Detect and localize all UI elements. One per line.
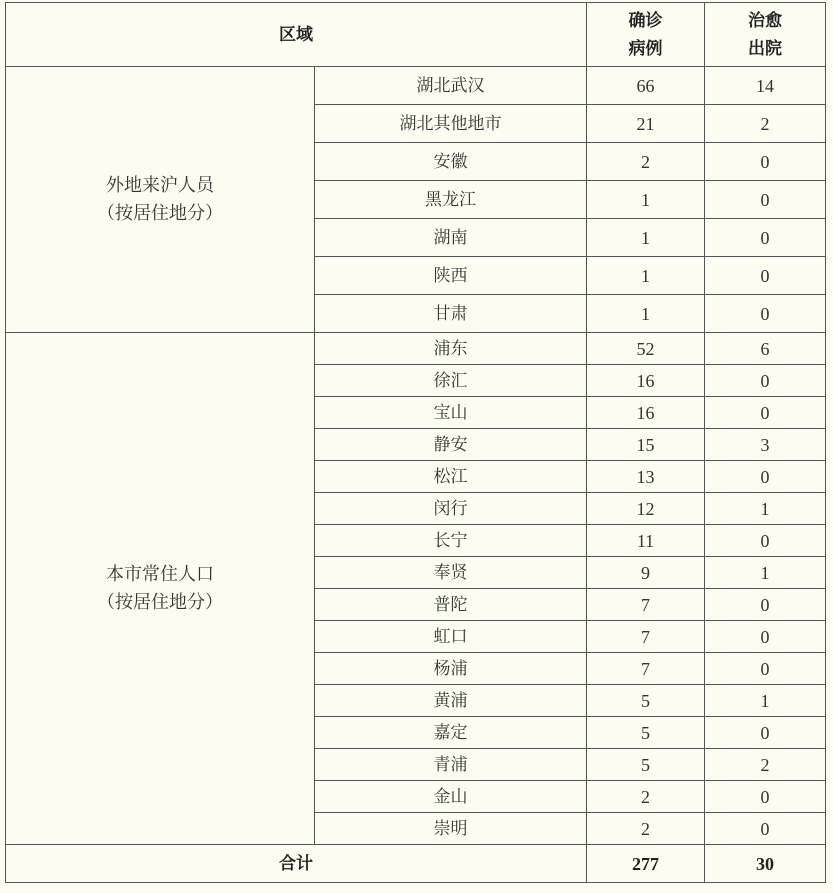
region-cell: 杨浦	[315, 653, 587, 685]
header-recovered	[705, 3, 826, 67]
case-statistics-table	[5, 2, 826, 883]
recovered-cell: 1	[705, 557, 826, 589]
confirmed-cell: 15	[587, 429, 705, 461]
recovered-cell: 0	[705, 257, 826, 295]
region-cell: 湖北武汉	[315, 67, 587, 105]
region-cell: 静安	[315, 429, 587, 461]
header-recovered-line1: 治愈	[748, 10, 782, 31]
confirmed-cell: 21	[587, 105, 705, 143]
confirmed-cell: 7	[587, 589, 705, 621]
confirmed-cell: 12	[587, 493, 705, 525]
confirmed-cell: 1	[587, 257, 705, 295]
table-row	[6, 333, 826, 365]
region-cell: 长宁	[315, 525, 587, 557]
confirmed-cell: 16	[587, 365, 705, 397]
confirmed-cell: 66	[587, 67, 705, 105]
header-confirmed-line2: 病例	[628, 38, 663, 59]
recovered-cell: 14	[705, 67, 826, 105]
header-confirmed	[587, 3, 705, 67]
confirmed-cell: 5	[587, 749, 705, 781]
recovered-cell: 0	[705, 219, 826, 257]
group-note: （按居住地分）	[97, 591, 223, 613]
recovered-cell: 0	[705, 621, 826, 653]
table-body	[6, 67, 826, 845]
region-cell: 湖南	[315, 219, 587, 257]
recovered-cell: 1	[705, 493, 826, 525]
confirmed-cell: 2	[587, 781, 705, 813]
region-cell: 安徽	[315, 143, 587, 181]
region-cell: 陕西	[315, 257, 587, 295]
confirmed-cell: 1	[587, 219, 705, 257]
region-cell: 宝山	[315, 397, 587, 429]
header-confirmed-line1: 确诊	[628, 10, 663, 31]
region-cell: 松江	[315, 461, 587, 493]
recovered-cell: 0	[705, 525, 826, 557]
region-cell: 青浦	[315, 749, 587, 781]
confirmed-cell: 7	[587, 653, 705, 685]
region-cell: 奉贤	[315, 557, 587, 589]
region-cell: 虹口	[315, 621, 587, 653]
region-cell: 甘肃	[315, 295, 587, 333]
recovered-cell: 0	[705, 181, 826, 219]
confirmed-cell: 11	[587, 525, 705, 557]
total-recovered: 30	[705, 845, 826, 883]
region-cell: 普陀	[315, 589, 587, 621]
recovered-cell: 2	[705, 749, 826, 781]
recovered-cell: 0	[705, 813, 826, 845]
region-cell: 黄浦	[315, 685, 587, 717]
confirmed-cell: 2	[587, 143, 705, 181]
recovered-cell: 2	[705, 105, 826, 143]
recovered-cell: 1	[705, 685, 826, 717]
recovered-cell: 0	[705, 143, 826, 181]
group-label-cell	[6, 333, 315, 845]
region-cell: 浦东	[315, 333, 587, 365]
region-cell: 黑龙江	[315, 181, 587, 219]
recovered-cell: 0	[705, 397, 826, 429]
confirmed-cell: 52	[587, 333, 705, 365]
confirmed-cell: 1	[587, 181, 705, 219]
confirmed-cell: 16	[587, 397, 705, 429]
total-confirmed: 277	[587, 845, 705, 883]
recovered-cell: 0	[705, 365, 826, 397]
region-cell: 金山	[315, 781, 587, 813]
confirmed-cell: 2	[587, 813, 705, 845]
recovered-cell: 0	[705, 589, 826, 621]
header-recovered-line2: 出院	[748, 38, 782, 59]
region-cell: 崇明	[315, 813, 587, 845]
region-cell: 徐汇	[315, 365, 587, 397]
group-name: 本市常住人口	[106, 563, 214, 585]
confirmed-cell: 13	[587, 461, 705, 493]
confirmed-cell: 7	[587, 621, 705, 653]
recovered-cell: 0	[705, 461, 826, 493]
group-name: 外地来沪人员	[106, 174, 214, 196]
table-header-row	[6, 3, 826, 67]
confirmed-cell: 5	[587, 685, 705, 717]
region-cell: 闵行	[315, 493, 587, 525]
recovered-cell: 0	[705, 717, 826, 749]
total-row	[6, 845, 826, 883]
recovered-cell: 6	[705, 333, 826, 365]
region-cell: 嘉定	[315, 717, 587, 749]
header-region: 区域	[6, 3, 587, 67]
confirmed-cell: 9	[587, 557, 705, 589]
recovered-cell: 0	[705, 653, 826, 685]
region-cell: 湖北其他地市	[315, 105, 587, 143]
group-note: （按居住地分）	[97, 202, 223, 224]
confirmed-cell: 5	[587, 717, 705, 749]
group-label-cell	[6, 67, 315, 333]
table-row	[6, 67, 826, 105]
total-label: 合计	[6, 845, 587, 883]
confirmed-cell: 1	[587, 295, 705, 333]
recovered-cell: 3	[705, 429, 826, 461]
recovered-cell: 0	[705, 781, 826, 813]
recovered-cell: 0	[705, 295, 826, 333]
